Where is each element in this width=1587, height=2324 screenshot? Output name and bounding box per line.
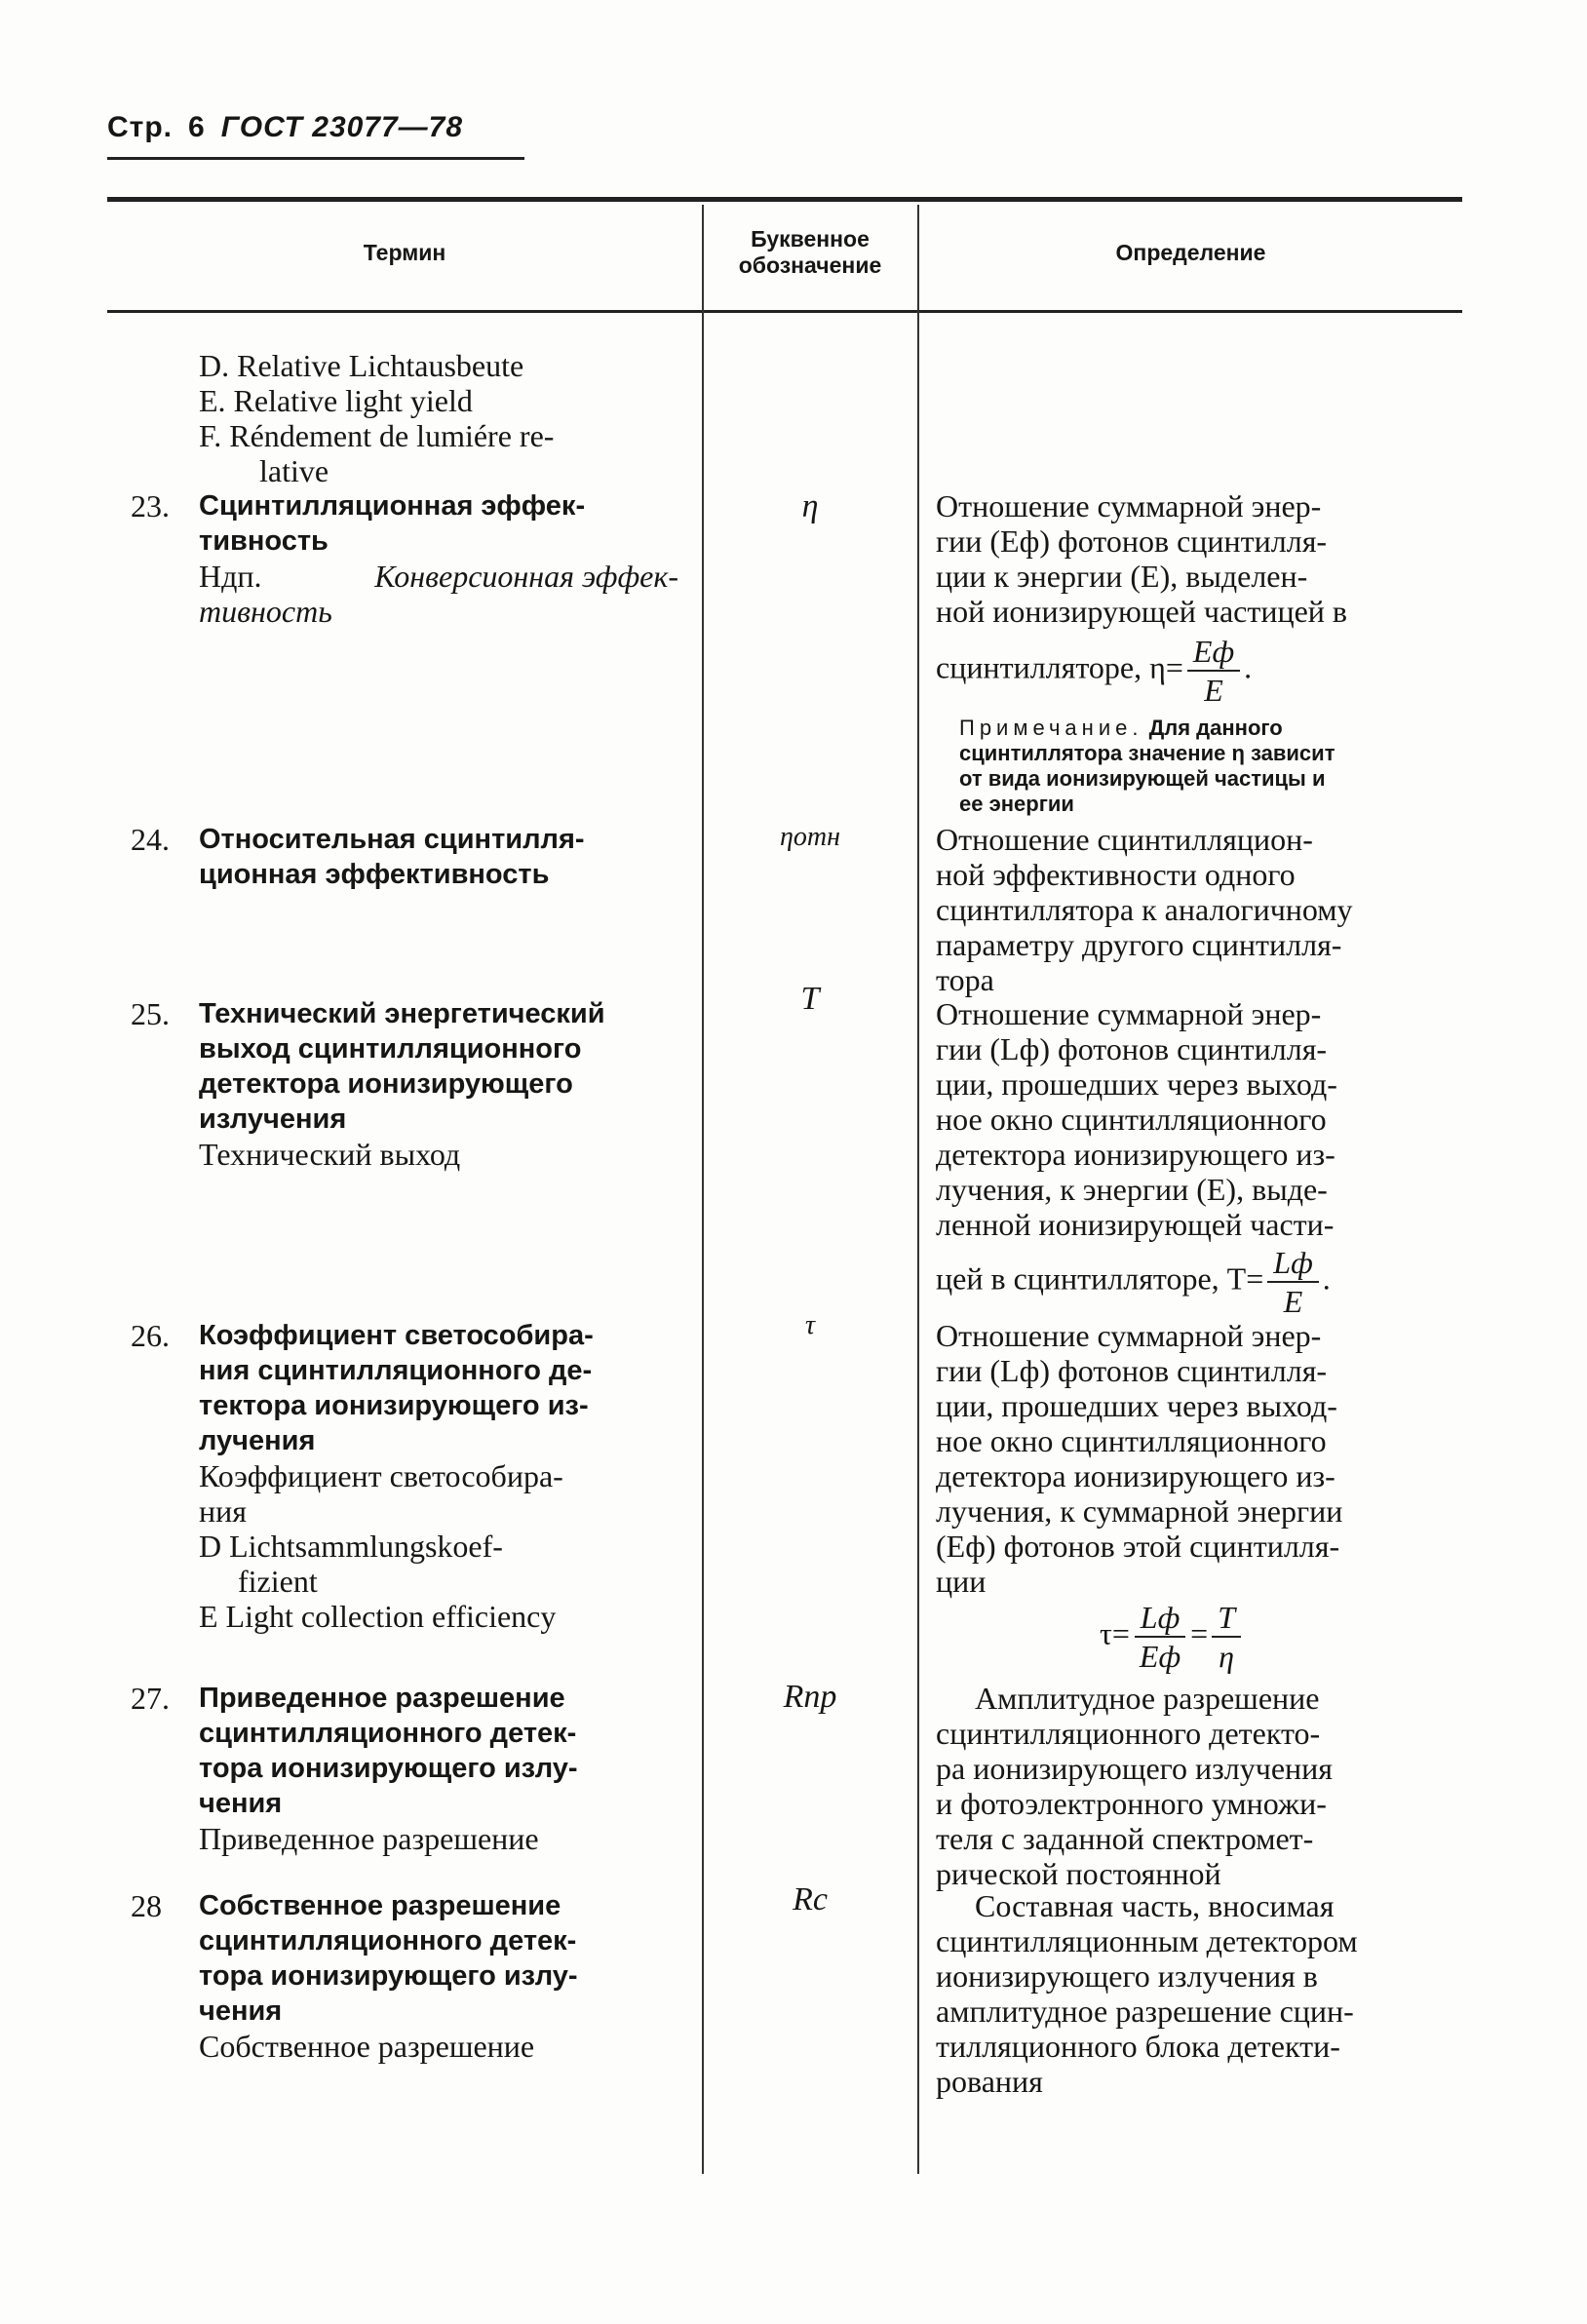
term-line bbox=[199, 488, 678, 523]
term-text: Относительная сцинтилля- bbox=[199, 824, 585, 855]
definition-line: детектора ионизирующего из- bbox=[936, 1458, 1335, 1493]
note-line: Для данного bbox=[1148, 716, 1283, 740]
fraction bbox=[1267, 1244, 1319, 1320]
entry-27-term bbox=[199, 1681, 578, 1856]
deprecated-text: Конверсионная эффек- bbox=[374, 559, 678, 594]
term-text: Технический энергетический bbox=[199, 998, 605, 1029]
note-line: сцинтиллятора значение η зависит bbox=[959, 741, 1335, 765]
fraction bbox=[1187, 633, 1240, 709]
column-divider bbox=[917, 205, 919, 2174]
definition-line: лучения, к суммарной энергии bbox=[936, 1493, 1343, 1529]
definition-line: (Eф) фотонов этой сцинтилля- bbox=[936, 1529, 1340, 1564]
fraction bbox=[1212, 1599, 1241, 1675]
short-term: Приведенное разрешение bbox=[199, 1821, 539, 1856]
definition-line: ной ионизирующей частицей в bbox=[936, 594, 1348, 629]
fraction-denominator: Eф bbox=[1139, 1639, 1181, 1674]
entry-26-symbol: τ bbox=[804, 1310, 816, 1340]
entry-23-term bbox=[199, 488, 678, 629]
entry-23-note bbox=[959, 716, 1452, 817]
entry-25-symbol: T bbox=[800, 981, 820, 1017]
definition-line: гии (Eф) фотонов сцинтилля- bbox=[936, 523, 1328, 559]
foreign-term: fizient bbox=[238, 1564, 318, 1599]
entry-number: 24. bbox=[131, 822, 170, 857]
column-header-symbol bbox=[704, 226, 916, 279]
definition-line: параметру другого сцинтилля- bbox=[936, 927, 1342, 962]
term-text: Приведенное разрешение bbox=[199, 1683, 565, 1714]
definition-line: Составная часть, вносимая bbox=[975, 1888, 1335, 1923]
term-text: лучения bbox=[199, 1425, 316, 1456]
deprecated-text: тивность bbox=[199, 594, 332, 629]
definition-line: лучения, к энергии (E), выде- bbox=[936, 1172, 1328, 1207]
short-term: Собственное разрешение bbox=[199, 2029, 535, 2064]
deprecated-term bbox=[199, 559, 678, 594]
term-text: тора ионизирующего излу- bbox=[199, 1960, 578, 1992]
short-term: Технический выход bbox=[199, 1137, 461, 1172]
entry-number: 26. bbox=[131, 1318, 170, 1353]
definition-line: ной эффективности одного bbox=[936, 857, 1296, 892]
definition-line: детектора ионизирующего из- bbox=[936, 1137, 1335, 1172]
definition-line: ионизирующего излучения в bbox=[936, 1958, 1318, 1994]
column-header-symbol-line: обозначение bbox=[738, 252, 882, 278]
foreign-term: lative bbox=[259, 453, 329, 488]
definition-line: ции, прошедших через выход- bbox=[936, 1388, 1337, 1423]
definition-line: ленной ионизирующей части- bbox=[936, 1207, 1335, 1242]
term-text: чения bbox=[199, 1788, 283, 1819]
entry-23-definition bbox=[936, 488, 1452, 709]
term-text: тора ионизирующего излу- bbox=[199, 1753, 578, 1784]
term-text: Собственное разрешение bbox=[199, 1890, 561, 1921]
foreign-term: D Lichtsammlungskoef- bbox=[199, 1529, 503, 1564]
entry-26-definition bbox=[936, 1318, 1342, 1599]
table-top-rule bbox=[107, 197, 1462, 202]
definition-line: Амплитудное разрешение bbox=[975, 1681, 1320, 1716]
entry-26-term bbox=[199, 1318, 594, 1634]
definition-line: тора bbox=[936, 962, 994, 997]
term-text: тивность bbox=[199, 525, 329, 557]
entry-number: 27. bbox=[131, 1681, 170, 1716]
entry-24-symbol: ηотн bbox=[779, 822, 840, 852]
definition-line: Отношение суммарной энер- bbox=[936, 996, 1322, 1031]
term-text: ционная эффективность bbox=[199, 859, 550, 890]
entry-24-definition bbox=[936, 822, 1353, 997]
definition-line: сцинтилляционным детектором bbox=[936, 1923, 1358, 1958]
standard-number: ГОСТ 23077—78 bbox=[220, 111, 464, 143]
entry-number: 23. bbox=[131, 488, 170, 523]
column-header-definition: Определение bbox=[1115, 240, 1266, 265]
entry-25-term bbox=[199, 996, 605, 1172]
formula-equals: = bbox=[1190, 1615, 1209, 1651]
definition-line: ное окно сцинтилляционного bbox=[936, 1102, 1327, 1137]
page-label: Стр. bbox=[107, 111, 174, 143]
foreign-term: E Light collection efficiency bbox=[199, 1599, 557, 1634]
definition-line: ра ионизирующего излучения bbox=[936, 1751, 1333, 1786]
foreign-term: D. Relative Lichtausbeute bbox=[199, 348, 524, 383]
definition-line: и фотоэлектронного умножи- bbox=[936, 1786, 1327, 1821]
definition-line: Отношение сцинтилляцион- bbox=[936, 822, 1313, 857]
entry-28-term bbox=[199, 1888, 578, 2064]
definition-line: Отношение суммарной энер- bbox=[936, 488, 1322, 523]
entry-25-definition bbox=[936, 996, 1337, 1320]
fraction-numerator: Eф bbox=[1187, 633, 1240, 672]
fraction-denominator: E bbox=[1204, 673, 1223, 708]
formula-lead: цей в сцинтилляторе, T= bbox=[936, 1260, 1264, 1297]
fraction-numerator: Lф bbox=[1267, 1244, 1319, 1283]
definition-line: ции bbox=[936, 1564, 987, 1599]
definition-line: ции, прошедших через выход- bbox=[936, 1066, 1337, 1102]
entry-28-definition bbox=[936, 1888, 1358, 2099]
note-line: от вида ионизирующей частицы и bbox=[959, 766, 1326, 791]
short-term: ния bbox=[199, 1493, 247, 1529]
column-header-symbol-line: Буквенное bbox=[751, 226, 870, 252]
note-line: ее энергии bbox=[959, 792, 1074, 816]
entry-number: 25. bbox=[131, 996, 170, 1031]
term-text: выход сцинтилляционного bbox=[199, 1033, 582, 1065]
term-text: ния сцинтилляционного де- bbox=[199, 1355, 593, 1386]
foreign-equivalents bbox=[199, 348, 554, 488]
definition-line: рования bbox=[936, 2064, 1043, 2099]
formula-lead: сцинтилляторе, η= bbox=[936, 649, 1183, 685]
entry-27-symbol: Rпр bbox=[783, 1679, 837, 1715]
foreign-term: E. Relative light yield bbox=[199, 383, 473, 418]
entry-27-definition bbox=[936, 1681, 1333, 1891]
foreign-term: F. Réndement de lumiére re- bbox=[199, 418, 555, 453]
definition-line: гии (Lф) фотонов сцинтилля- bbox=[936, 1353, 1328, 1388]
term-text: чения bbox=[199, 1995, 283, 2027]
fraction-numerator: T bbox=[1212, 1599, 1241, 1638]
definition-line: гии (Lф) фотонов сцинтилля- bbox=[936, 1031, 1328, 1066]
term-text: сцинтилляционного детек- bbox=[199, 1925, 577, 1956]
definition-formula: сцинтилляторе, η= $\frac{Eф}{E}$ . bbox=[936, 634, 1253, 708]
fraction bbox=[1134, 1599, 1186, 1675]
entry-26-formula bbox=[1100, 1599, 1245, 1675]
entry-24-term bbox=[199, 822, 585, 892]
table-header-rule bbox=[107, 310, 1462, 313]
entry-number: 28 bbox=[131, 1888, 162, 1923]
definition-line: Отношение суммарной энер- bbox=[936, 1318, 1322, 1353]
header-rule bbox=[107, 157, 524, 160]
definition-line: сцинтилляционного детекто- bbox=[936, 1716, 1321, 1751]
definition-line: теля с заданной спектромет- bbox=[936, 1821, 1314, 1856]
term-text: Коэффициент светособира- bbox=[199, 1320, 594, 1351]
definition-line: амплитудное разрешение сцин- bbox=[936, 1994, 1354, 2029]
term-text: излучения bbox=[199, 1104, 347, 1135]
definition-line: ции к энергии (E), выделен- bbox=[936, 559, 1308, 594]
term-text: детектора ионизирующего bbox=[199, 1068, 573, 1100]
definition-line: рической постоянной bbox=[936, 1856, 1221, 1891]
fraction-denominator: η bbox=[1219, 1639, 1235, 1674]
definition-line: ное окно сцинтилляционного bbox=[936, 1423, 1327, 1458]
term-text: сцинтилляционного детек- bbox=[199, 1718, 577, 1749]
column-header-term: Термин bbox=[363, 240, 446, 265]
fraction-denominator: E bbox=[1283, 1284, 1303, 1319]
definition-line: сцинтиллятора к аналогичному bbox=[936, 892, 1353, 927]
short-term: Коэффициент светособира- bbox=[199, 1458, 563, 1493]
term-text: тектора ионизирующего из- bbox=[199, 1390, 589, 1421]
entry-23-symbol: η bbox=[801, 488, 819, 524]
formula-lead: τ= bbox=[1100, 1615, 1130, 1651]
term-text: Сцинтилляционная эффек- bbox=[199, 490, 586, 522]
deprecated-label: Ндп. bbox=[199, 559, 262, 594]
entry-28-symbol: Rс bbox=[793, 1881, 828, 1917]
definition-formula: цей в сцинтилляторе, T= $\frac{Lф}{E}$ . bbox=[936, 1245, 1331, 1319]
page-number: 6 bbox=[188, 111, 206, 143]
note-label: Примечание. bbox=[959, 716, 1143, 740]
definition-line: тилляционного блока детекти- bbox=[936, 2029, 1340, 2064]
page-header bbox=[107, 111, 463, 144]
fraction-numerator: Lф bbox=[1135, 1599, 1186, 1638]
